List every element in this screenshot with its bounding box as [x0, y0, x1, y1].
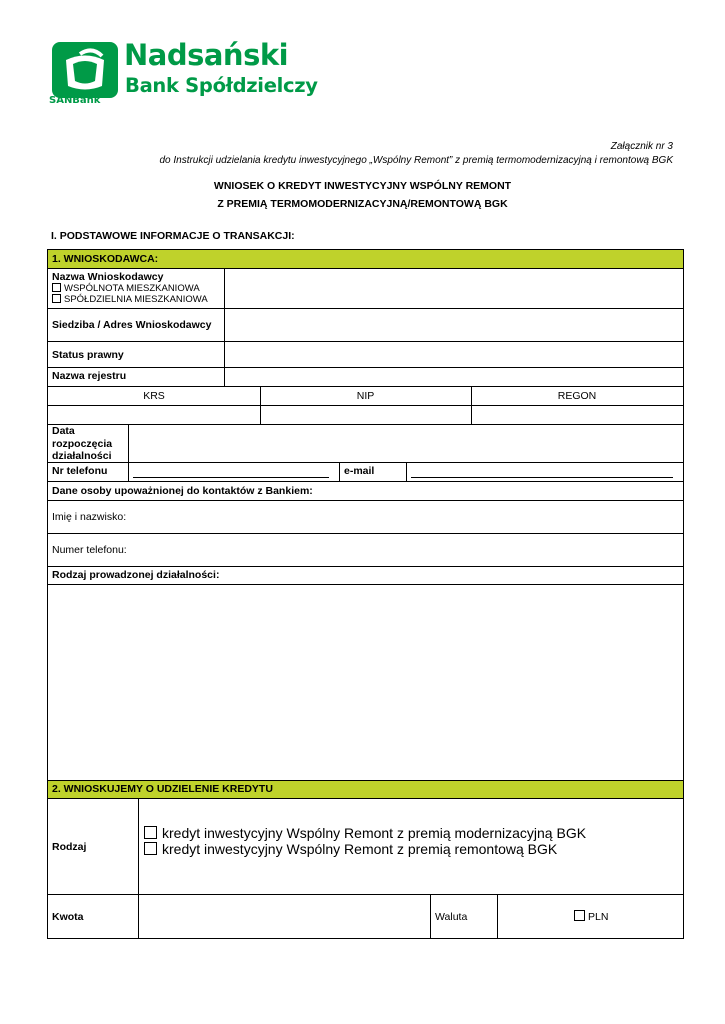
bank-logo-mark [52, 42, 118, 98]
contact-name-label: Imię i nazwisko: [52, 511, 127, 523]
option-housing-community-label: WSPÓLNOTA MIESZKANIOWA [64, 283, 200, 294]
checkbox-modernization[interactable] [144, 826, 157, 839]
currency-option-pln[interactable] [574, 910, 608, 923]
section-heading: I. PODSTAWOWE INFORMACJE O TRANSAKCJI: [51, 230, 295, 242]
phone-field[interactable] [133, 477, 329, 478]
form-title-line1: WNIOSEK O KREDYT INWESTYCYJNY WSPÓLNY REMONT [213, 180, 512, 192]
attachment-number: Załącznik nr 3 [610, 141, 673, 152]
option-housing-cooperative-label: SPÓŁDZIELNIA MIESZKANIOWA [64, 294, 208, 305]
legal-status-field[interactable] [226, 342, 683, 366]
credit-type-label: Rodzaj [52, 841, 87, 853]
legal-status-label: Status prawny [52, 349, 124, 361]
contact-phone-label: Numer telefonu: [52, 544, 127, 556]
email-field[interactable] [411, 477, 673, 478]
krs-field[interactable] [49, 406, 259, 423]
credit-type-option-renovation-label: kredyt inwestycyjny Wspólny Remont z premią remontową BGK [162, 841, 558, 857]
bank-short-name: SANBank [49, 95, 101, 106]
section1-header: 1. WNIOSKODAWCA: [52, 253, 159, 265]
email-label: e-mail [344, 465, 375, 477]
contact-phone-field[interactable] [148, 535, 682, 565]
start-date-label [52, 425, 112, 463]
form-title-line2: Z PREMIĄ TERMOMODERNIZACYJNĄ/REMONTOWĄ BGK [217, 198, 508, 210]
currency-label: Waluta [435, 911, 468, 923]
checkbox-renovation[interactable] [144, 842, 157, 855]
activity-type-label: Rodzaj prowadzonej działalności: [52, 569, 220, 581]
application-form-table [47, 249, 684, 939]
amount-label: Kwota [52, 911, 84, 923]
registry-name-field[interactable] [226, 368, 683, 385]
start-date-label-line2: rozpoczęcia [52, 437, 113, 450]
start-date-label-line1: Data [52, 425, 75, 437]
phone-label: Nr telefonu [52, 465, 108, 477]
amount-field[interactable] [140, 896, 428, 938]
attachment-description: do Instrukcji udzielania kredytu inwestycyjnego „Wspólny Remont” z premią termomodernizacyjną i remontową BGK [159, 155, 673, 166]
regon-label: REGON [557, 390, 597, 402]
checkbox-housing-cooperative[interactable] [52, 294, 61, 303]
option-housing-cooperative[interactable] [52, 294, 208, 305]
credit-type-option-modernization[interactable] [144, 825, 586, 841]
activity-type-field[interactable] [49, 585, 682, 779]
contact-person-header: Dane osoby upoważnionej do kontaktów z Bankiem: [52, 485, 313, 497]
currency-option-pln-label: PLN [588, 911, 609, 923]
section2-header: 2. WNIOSKUJEMY O UDZIELENIE KREDYTU [52, 783, 273, 795]
applicant-name-label: Nazwa Wnioskodawcy [52, 271, 164, 283]
credit-type-option-renovation[interactable] [144, 841, 557, 857]
nip-label: NIP [356, 390, 375, 402]
bank-name-line2: Bank Spółdzielczy [125, 74, 318, 97]
regon-field[interactable] [472, 406, 682, 423]
start-date-label-line3: działalności [52, 450, 112, 462]
contact-name-field[interactable] [148, 502, 682, 532]
option-housing-community[interactable] [52, 283, 200, 294]
nip-field[interactable] [261, 406, 470, 423]
applicant-name-field[interactable] [226, 269, 683, 307]
registry-name-label: Nazwa rejestru [52, 370, 127, 382]
credit-type-option-modernization-label: kredyt inwestycyjny Wspólny Remont z premią modernizacyjną BGK [162, 825, 587, 841]
address-field[interactable] [226, 309, 683, 340]
krs-label: KRS [143, 390, 165, 402]
address-label: Siedziba / Adres Wnioskodawcy [52, 319, 212, 331]
checkbox-pln[interactable] [574, 910, 585, 921]
checkbox-housing-community[interactable] [52, 283, 61, 292]
start-date-field[interactable] [130, 425, 683, 461]
bank-name-line1: Nadsański [124, 38, 289, 72]
